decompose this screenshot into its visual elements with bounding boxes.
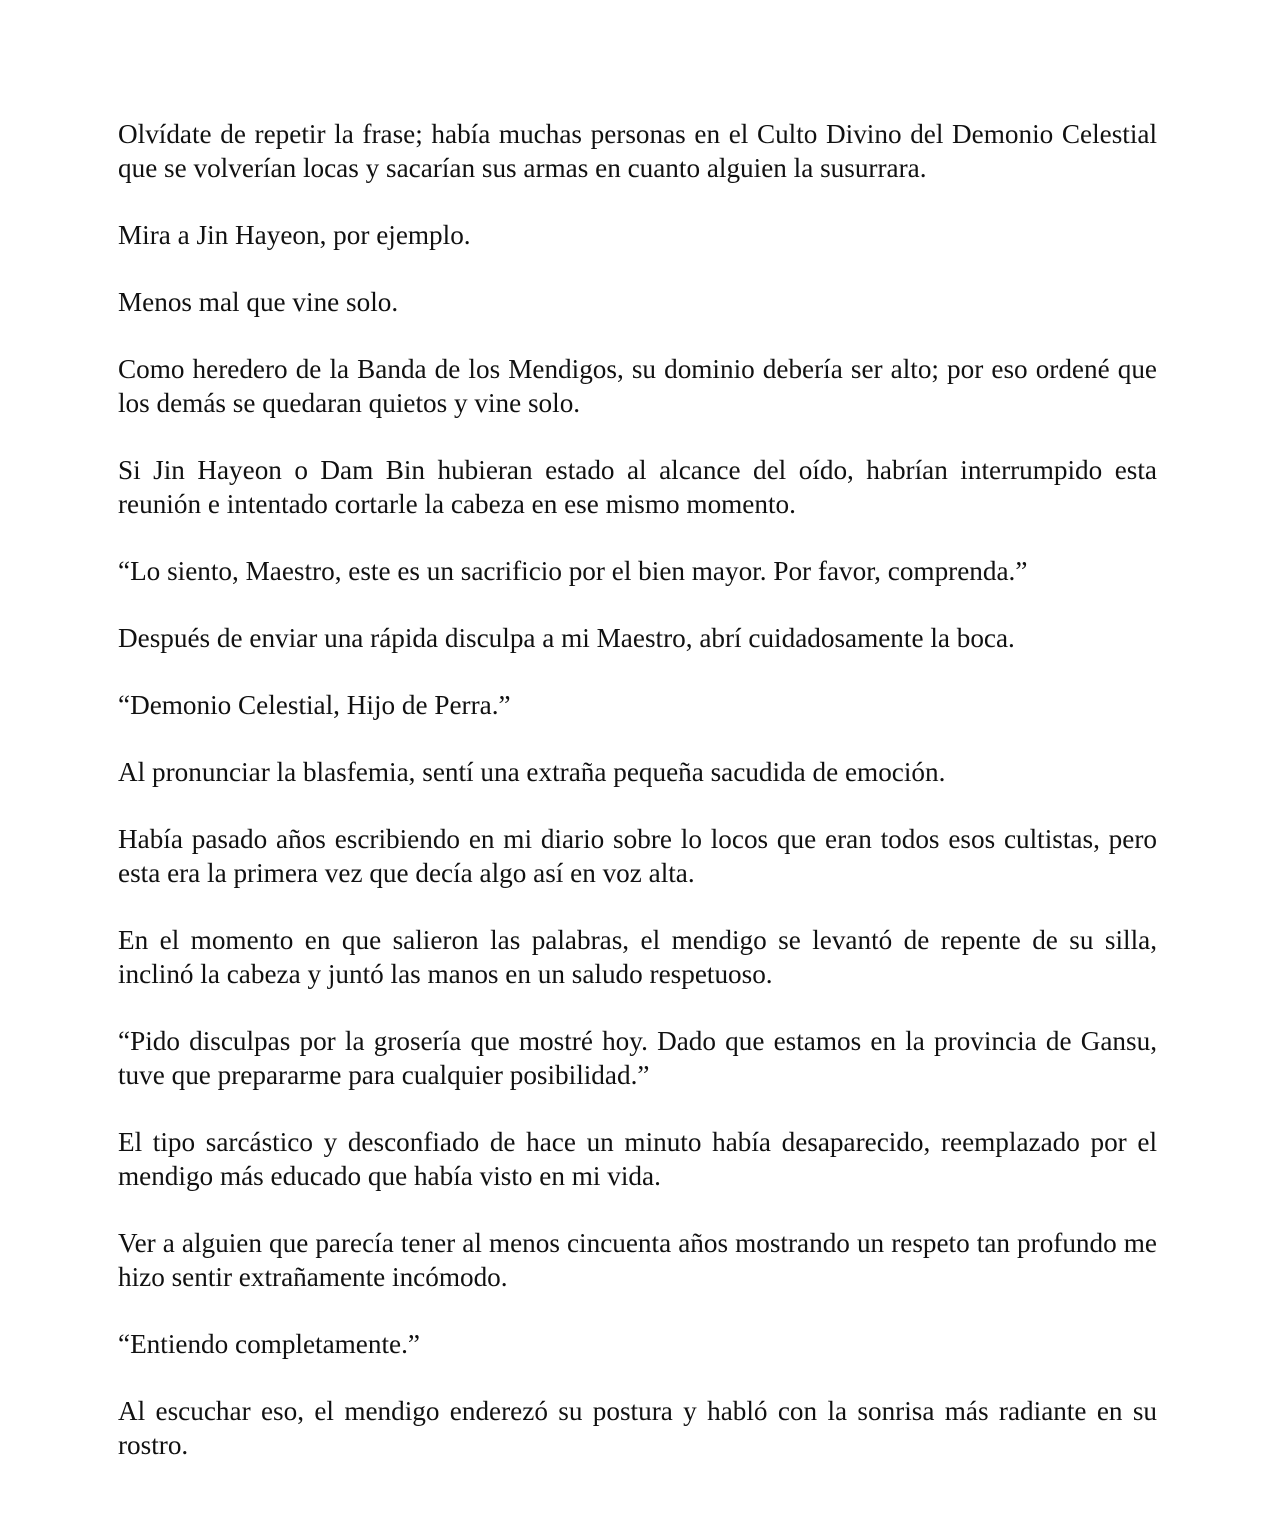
paragraph-3: Menos mal que vine solo. xyxy=(118,287,399,317)
paragraph-10: Había pasado años escribiendo en mi diario sobre lo locos que eran todos esos cultistas, pero esta era la primera vez que decía algo así en voz alta. xyxy=(118,824,1157,888)
paragraph-2: Mira a Jin Hayeon, por ejemplo. xyxy=(118,220,471,250)
paragraph-1: Olvídate de repetir la frase; había muchas personas en el Culto Divino del Demonio Celestial que se volverían locas y sacarían sus armas en cuanto alguien la susurrara. xyxy=(118,119,1157,183)
paragraph-9: Al pronunciar la blasfemia, sentí una extraña pequeña sacudida de emoción. xyxy=(118,757,946,787)
paragraph-5: Si Jin Hayeon o Dam Bin hubieran estado al alcance del oído, habrían interrumpido esta reunión e intentado cortarle la cabeza en ese mismo momento. xyxy=(118,455,1157,519)
paragraph-15: “Entiendo completamente.” xyxy=(118,1329,420,1359)
paragraph-13: El tipo sarcástico y desconfiado de hace un minuto había desaparecido, reemplazado por el mendigo más educado que había visto en mi vida. xyxy=(118,1127,1157,1191)
paragraph-7: Después de enviar una rápida disculpa a mi Maestro, abrí cuidadosamente la boca. xyxy=(118,623,1015,653)
paragraph-11: En el momento en que salieron las palabras, el mendigo se levantó de repente de su silla, inclinó la cabeza y juntó las manos en un saludo respetuoso. xyxy=(118,925,1157,989)
paragraph-6: “Lo siento, Maestro, este es un sacrificio por el bien mayor. Por favor, comprenda.” xyxy=(118,556,1028,586)
paragraph-4: Como heredero de la Banda de los Mendigos, su dominio debería ser alto; por eso ordené que los demás se quedaran quietos y vine solo. xyxy=(118,354,1157,418)
paragraph-12: “Pido disculpas por la grosería que mostré hoy. Dado que estamos en la provincia de Gansu, tuve que prepararme para cualquier posibilidad.” xyxy=(118,1026,1157,1090)
document-page xyxy=(118,117,1157,1462)
paragraph-14: Ver a alguien que parecía tener al menos cincuenta años mostrando un respeto tan profundo me hizo sentir extrañamente incómodo. xyxy=(118,1228,1157,1292)
paragraph-8: “Demonio Celestial, Hijo de Perra.” xyxy=(118,690,511,720)
paragraph-16: Al escuchar eso, el mendigo enderezó su postura y habló con la sonrisa más radiante en su rostro. xyxy=(118,1396,1157,1460)
